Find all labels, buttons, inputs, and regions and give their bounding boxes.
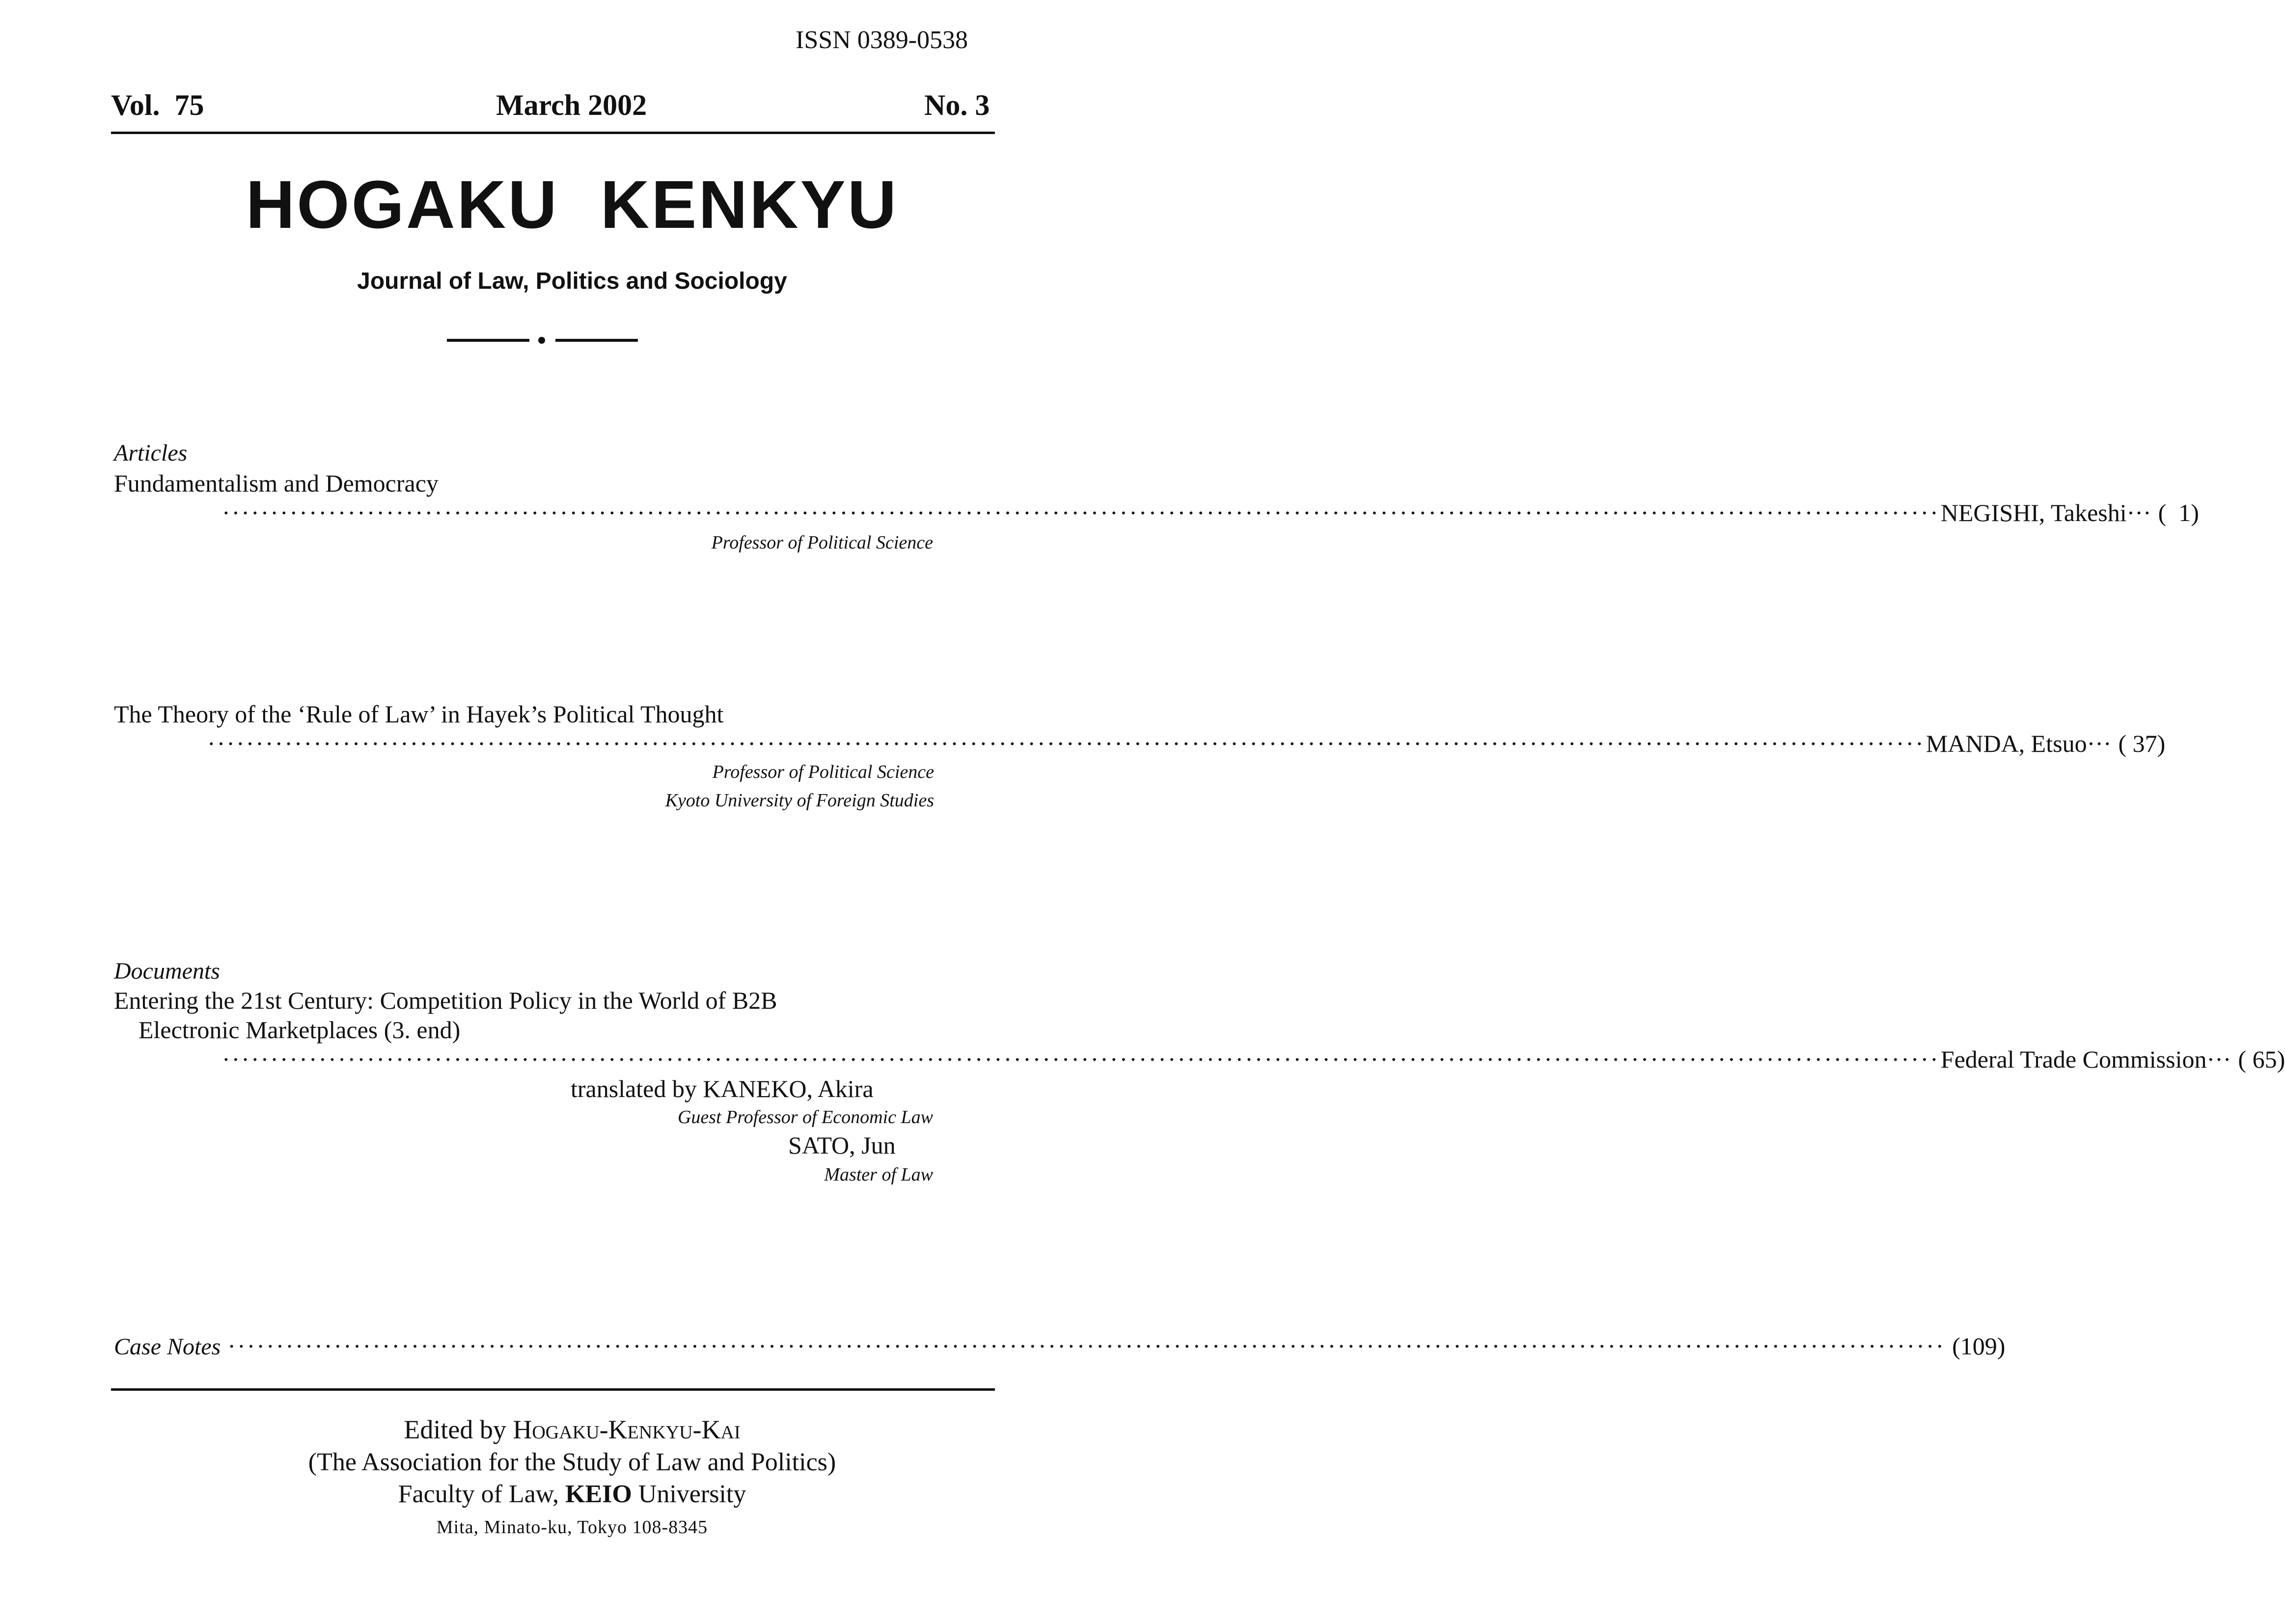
article-2-author: MANDA, Etsuo··· (1926, 730, 2112, 757)
document-title-line-2: Electronic Marketplaces (3. end) (138, 1016, 461, 1044)
document-toc-line (222, 1045, 2285, 1073)
volume-label: Vol. 75 (111, 89, 204, 121)
ornament-right-line (555, 339, 638, 342)
ornament-dot (538, 337, 545, 344)
footer-editor-line (0, 1414, 1144, 1445)
university-name: KEIO (565, 1480, 632, 1508)
journal-title: HOGAKU KENKYU (246, 167, 899, 243)
faculty-prefix: Faculty of Law, (398, 1480, 565, 1508)
footer-address: Mita, Minato-ku, Tokyo 108-8345 (436, 1517, 708, 1538)
article-1-toc-line (222, 498, 2199, 527)
case-notes-toc-line (114, 1332, 2006, 1360)
case-notes-page: (109) (1952, 1332, 2006, 1360)
dot-leader: ·················································································································································································· (207, 730, 1925, 757)
article-2-title: The Theory of the ‘Rule of Law’ in Hayek’s Political Thought (114, 700, 724, 728)
editor-name: Hogaku-Kenkyu-Kai (513, 1415, 741, 1444)
ornament-left-line (447, 339, 529, 342)
issue-date: March 2002 (496, 89, 647, 121)
article-2-affiliation-institution: Kyoto University of Foreign Studies (665, 790, 934, 811)
article-1-affiliation: Professor of Political Science (711, 532, 933, 553)
issn-number: ISSN 0389-0538 (796, 26, 968, 54)
document-translator-2: SATO, Jun (788, 1131, 896, 1159)
top-rule (111, 132, 995, 134)
journal-subtitle: Journal of Law, Politics and Sociology (357, 268, 787, 294)
document-page: ( 65) (2238, 1046, 2285, 1073)
footer-association: (The Association for the Study of Law and Politics) (308, 1448, 836, 1476)
faculty-suffix: University (632, 1480, 746, 1508)
bottom-rule (111, 1388, 995, 1391)
article-2-page: ( 37) (2118, 730, 2166, 757)
documents-heading: Documents (114, 958, 220, 984)
document-translator-2-affiliation: Master of Law (824, 1164, 933, 1185)
edited-by-label: Edited by (404, 1415, 513, 1444)
footer-faculty-line (0, 1480, 1144, 1509)
case-notes-label: Case Notes (114, 1334, 221, 1360)
dot-leader: ·················································································································································································· (222, 1046, 1940, 1073)
document-translator-1: translated by KANEKO, Akira (571, 1075, 874, 1102)
article-2-affiliation: Professor of Political Science (712, 762, 934, 782)
articles-heading: Articles (114, 440, 188, 466)
article-1-title: Fundamentalism and Democracy (114, 469, 439, 497)
issue-number: No. 3 (924, 89, 990, 121)
dot-leader: ·················································································································································································· (227, 1332, 1946, 1360)
article-2-toc-line (207, 729, 2166, 758)
dot-leader: ·················································································································································································· (222, 499, 1940, 526)
document-translator-1-affiliation: Guest Professor of Economic Law (677, 1107, 933, 1128)
article-1-author: NEGISHI, Takeshi··· (1940, 499, 2151, 526)
article-1-page: ( 1) (2158, 499, 2199, 526)
document-author: Federal Trade Commission··· (1940, 1046, 2231, 1073)
document-title-line-1: Entering the 21st Century: Competition Policy in the World of B2B (114, 987, 777, 1014)
